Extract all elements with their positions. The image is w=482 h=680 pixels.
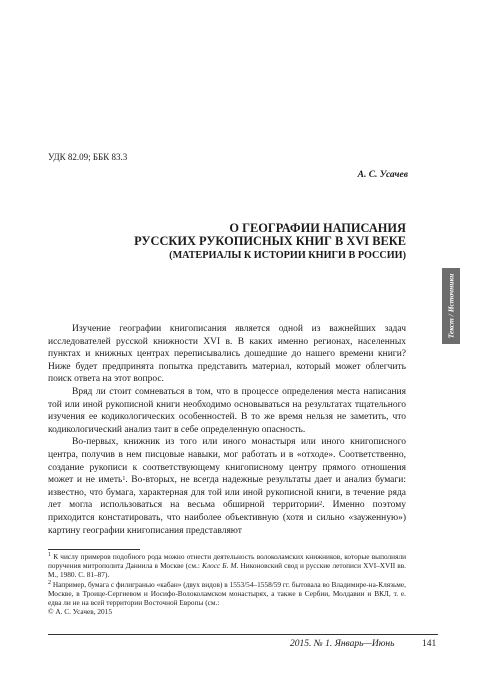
section-tab [442,268,460,344]
article-body [48,323,406,537]
title-line-2: РУССКИХ РУКОПИСНЫХ КНИГ В XVI ВЕКЕ [134,234,406,249]
body-text: Во-первых, книжник из того или иного монастыря или иного книгописного центра, получив в нем писцовые навыки, мог работать и в «отходе». Соответственно, создание рукописи к соответствующему книгописному центру прямого отношения может и не иметь [48,437,406,486]
footnote [48,552,406,580]
body-paragraph: Вряд ли стоит сомневаться в том, что в процессе определения места написания той или иной рукописной книги необходимо основываться на результатах тщательного изучения ее кодикологических особенностей. В то же время нельзя не заметить, что кодикологический анализ таит в себе определенную опасность. [48,386,406,435]
udk-code: УДК 82.09; ББК 83.3 [48,152,128,162]
body-text: . Именно поэтому приходится констатировать, что наиболее объективную (хотя и сильно «зауженную») картину географии книгописания представляют [48,500,406,536]
journal-issue: 2015. № 1. Январь—Июнь [290,639,395,649]
section-tab-label: Текст / Источники [446,273,456,339]
footnote-divider [48,549,140,550]
footnote-mark: 2 [48,579,51,586]
page-number: 141 [422,639,437,649]
footnote-text: Никоновский свод и русские летописи XVI–XVII вв. М., 1980. С. 81–87). [48,561,406,580]
footnote-text: К числу примеров подобного рода можно отнести деятельность волоколамских книжников, которые выполняли поручения митрополита Даниила в Москве (см.: [48,552,406,571]
article-author: А. С. Усачев [357,170,408,180]
footnote-ref[interactable]: 1 [122,476,126,483]
body-text: . Во-вторых, не всегда надежные результаты дает и анализ бумаги: известно, что бумага, характерная для той или иной рукописной книги, в течение ряда лет могла использоваться на весьма обширной территории [48,475,407,511]
footnote-mark: 1 [48,552,51,558]
footnote-ref[interactable]: 2 [319,501,323,508]
body-paragraph: Изучение географии книгописания является одной из важнейших задач исследователей русской книжности XVI в. В каких именно регионах, населенных пунктах и книжных центрах переписывались дошедшие до нашего времени книги? Ниже будет предпринята попытка представить материал, который может облегчить поиск ответа на этот вопрос. [48,324,406,385]
footnote-cited-author: Клосс Б. М. [201,561,239,571]
body-paragraph [48,436,406,537]
copyright: © А. С. Усачев, 2015 [48,607,112,617]
footnote-text: Например, бумага с филигранью «кабан» (двух видов) в 1553/54–1558/59 гг. бытовала во Владимире-на-Клязьме, Москве, в Троице-Сергиевом и Иосифо-Волоколамском монастырях, а также в Сербии, Молдавии и ВКЛ, т. е. едва ли не на всей территории Восточной Европы (см.: [48,579,406,608]
title-line-1: О ГЕОГРАФИИ НАПИСАНИЯ [229,221,406,235]
footer-divider [48,634,438,635]
title-line-3: (МАТЕРИАЛЫ К ИСТОРИИ КНИГИ В РОССИИ) [169,249,406,261]
footnote [48,580,406,608]
article-title [100,222,406,262]
footnotes [48,552,406,616]
